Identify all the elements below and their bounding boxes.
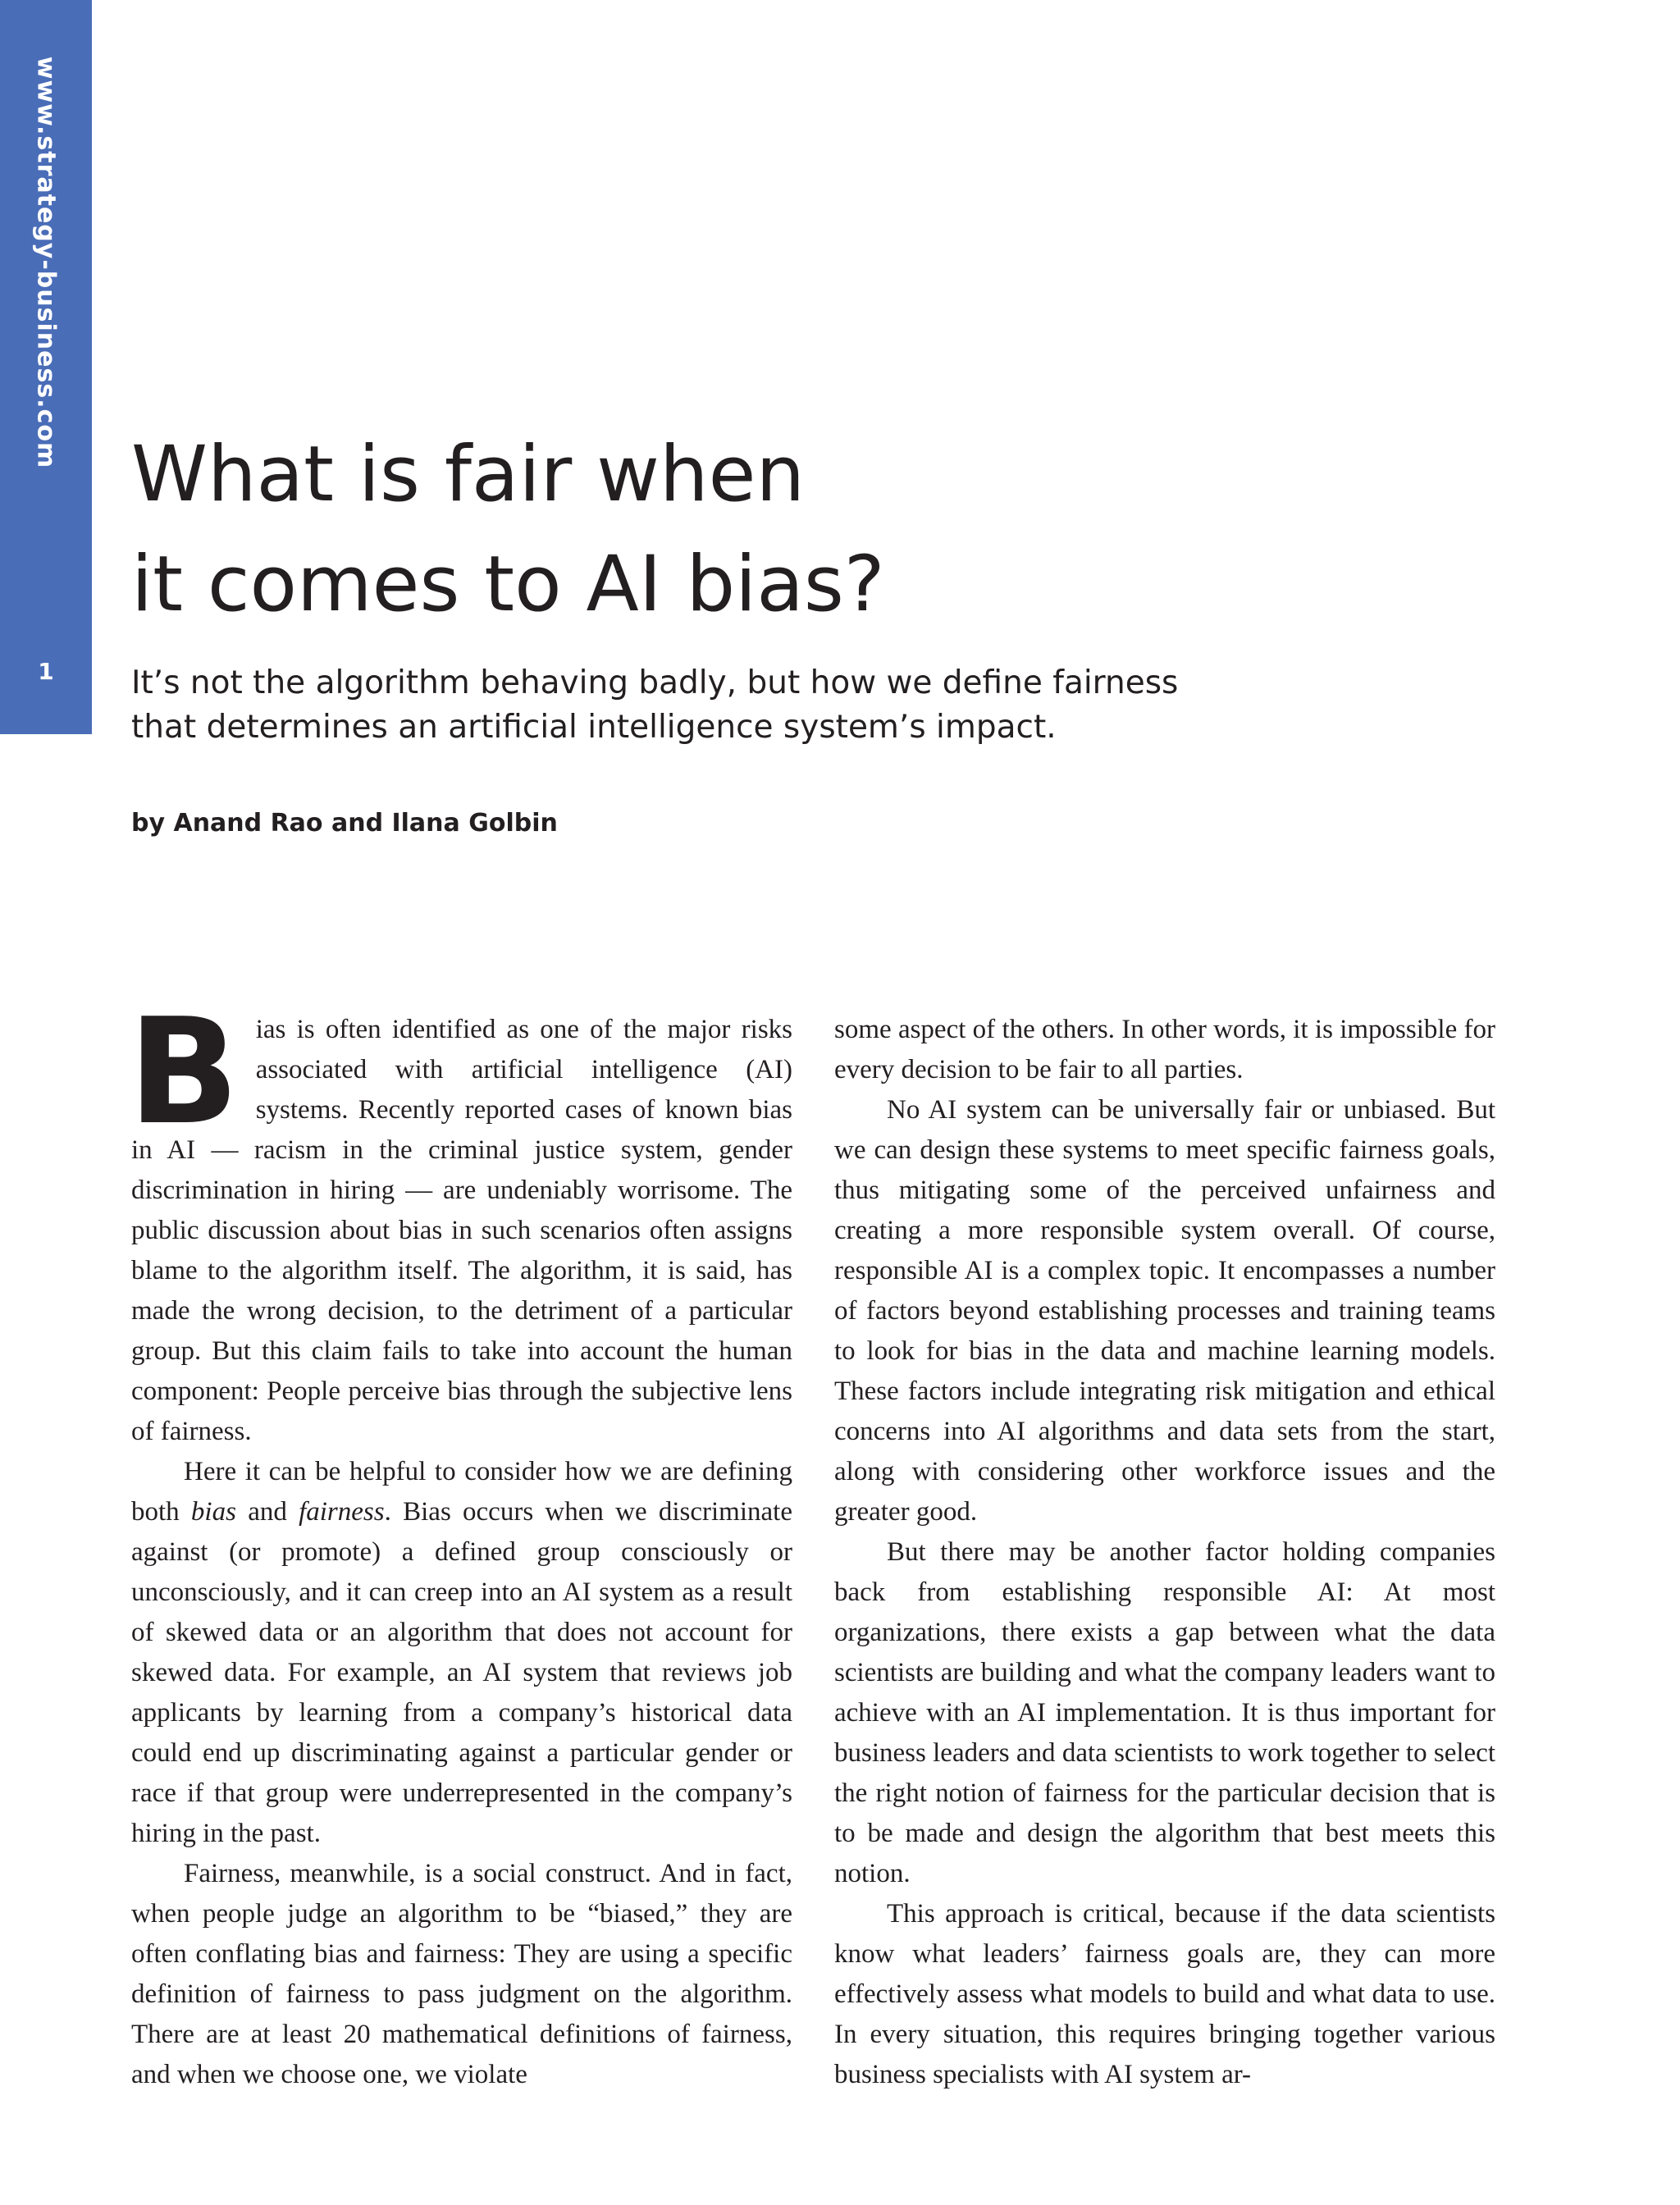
paragraph-6: But there may be another factor holding companies back from establishing responsible AI: At most organizations, there exists a gap between what the data scientists are building and what the company leaders want to achieve with an AI implementation. It is thus important for business leaders and data scientists to work together to select the right notion of fairness for the particular decision that is to be made and design the algorithm that best meets this notion. xyxy=(834,1537,1495,1888)
paragraph-2-text-b: . Bias occurs when we discriminate against (or promote) a defined group consciously or unconsciously, and it can creep into an AI system as a result of skewed data or an algorithm that does not account for skewed data. For example, an AI system that reviews job applicants by learning from a company’s historical data could end up discriminating against a particular gender or race if that group were underrepresented in the company’s hiring in the past. xyxy=(131,1497,792,1848)
paragraph-1 xyxy=(128,987,792,1452)
term-fairness: fairness xyxy=(299,1497,385,1527)
paragraph-7: This approach is critical, because if the data scientists know what leaders’ fairness goals are, they can more effectively assess what models to build and what data to use. In every situation, this requires bringing together various business specialists with AI system ar- xyxy=(834,1899,1495,2089)
paragraph-2-and: and xyxy=(235,1497,299,1527)
paragraph-2 xyxy=(131,1452,792,1854)
body-column-right xyxy=(834,1010,1495,2095)
page-title xyxy=(131,420,885,640)
term-bias: bias xyxy=(190,1497,236,1527)
page-number: 1 xyxy=(38,658,54,685)
paragraph-5: No AI system can be universally fair or unbiased. But we can design these systems to meet specific fairness goals, thus mitigating some of the perceived unfairness and creating a more responsible system overall. Of course, responsible AI is a complex topic. It encompasses a number of factors beyond establishing processes and training teams to look for bias in the data and machine learning models. These factors include integrating risk mitigation and ethical concerns into AI algorithms and data sets from the start, along with considering other workforce issues and the greater good. xyxy=(834,1095,1495,1527)
paragraph-3: Fairness, meanwhile, is a social construct. And in fact, when people judge an algorithm to be “biased,” they are often conflating bias and fairness: They are using a specific definition of fairness to pass judgment on the algorithm. There are at least 20 mathematical definitions of fairness, and when we choose one, we violate xyxy=(131,1859,792,2089)
paragraph-4: some aspect of the others. In other words, it is impossible for every decision to be fair to all parties. xyxy=(834,1015,1495,1084)
title-line-1: What is fair when xyxy=(131,430,806,519)
subtitle-line-1: It’s not the algorithm behaving badly, but how we define fairness xyxy=(131,664,1179,701)
byline: by Anand Rao and Ilana Golbin xyxy=(131,809,558,838)
title-line-2: it comes to AI bias? xyxy=(131,540,885,629)
subtitle xyxy=(131,661,1178,750)
body-column-left xyxy=(128,987,792,2095)
subtitle-line-2: that determines an artificial intelligence system’s impact. xyxy=(131,709,1057,746)
drop-cap: B xyxy=(128,987,240,1157)
paragraph-2-text-a: Here it can be helpful to consider how we are defining both xyxy=(131,1457,792,1527)
sidebar-band xyxy=(0,0,92,734)
site-url[interactable]: www.strategy-business.com xyxy=(31,56,61,469)
paragraph-1-text: ias is often identified as one of the major risks associated with artificial intelligence (AI) systems. Recently reported cases of known bias in AI — racism in the criminal justice system, gender discrimination in hiring — are undeniably worrisome. The public discussion about bias in such scenarios often assigns blame to the algorithm itself. The algorithm, it is said, has made the wrong decision, to the detriment of a particular group. But this claim fails to take into account the human component: People perceive bias through the subjective lens of fairness. xyxy=(131,1015,792,1446)
